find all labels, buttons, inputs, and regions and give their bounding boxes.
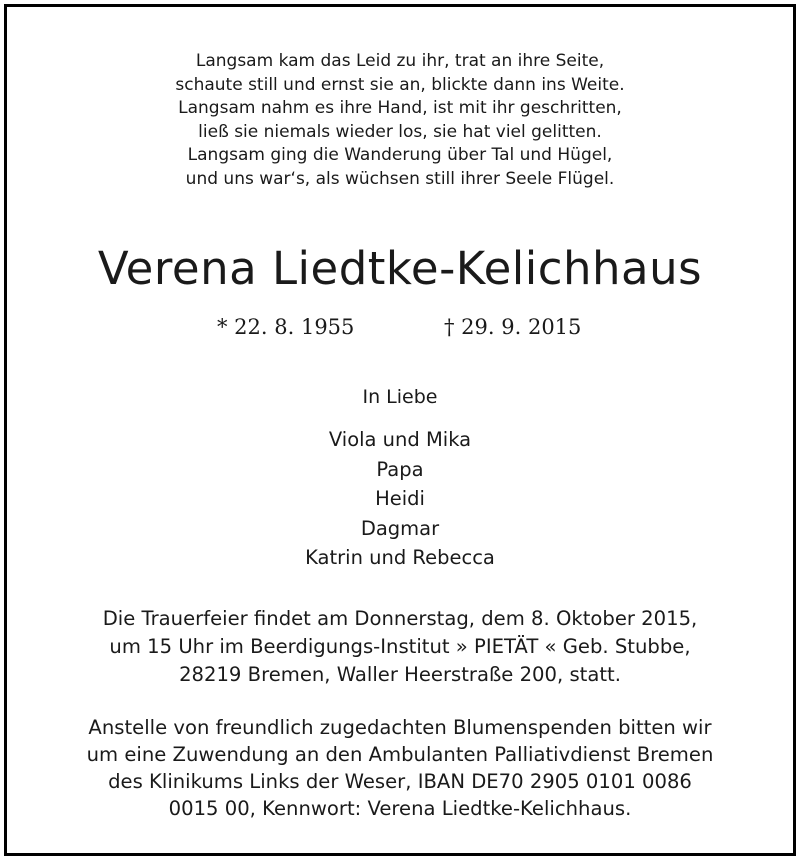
family-list — [7, 425, 793, 573]
family-member: Papa — [376, 457, 424, 481]
family-member: Dagmar — [360, 516, 440, 540]
donation-line: des Klinikums Links der Weser, IBAN DE70 2905 0101 0086 — [108, 770, 692, 793]
death-date: † 29. 9. 2015 — [444, 315, 582, 339]
poem-line: schaute still und ernst sie an, blickte dann ins Weite. — [175, 74, 625, 95]
poem-line: und uns war‘s, als wüchsen still ihrer Seele Flügel. — [185, 168, 615, 189]
family-member: Viola und Mika — [328, 428, 472, 451]
donation-line: Anstelle von freundlich zugedachten Blumenspenden bitten wir — [88, 716, 712, 739]
service-line: um 15 Uhr im Beerdigungs-Institut » PIETÄT « Geb. Stubbe, — [109, 635, 691, 658]
in-love-heading: In Liebe — [362, 386, 438, 408]
poem-line: Langsam nahm es ihre Hand, ist mit ihr geschritten, — [178, 98, 622, 119]
family-member: Heidi — [375, 487, 425, 510]
birth-date: * 22. 8. 1955 — [217, 315, 355, 339]
donation-line: um eine Zuwendung an den Ambulanten Palliativdienst Bremen — [86, 743, 714, 766]
poem-line: Langsam kam das Leid zu ihr, trat an ihre Seite, — [195, 51, 605, 71]
family-member: Katrin und Rebecca — [305, 546, 495, 569]
deceased-name: Verena Liedtke-Kelichhaus — [97, 242, 703, 295]
poem-line: Langsam ging die Wanderung über Tal und Hügel, — [187, 145, 613, 166]
poem-line: ließ sie niemals wieder los, sie hat viel gelitten. — [198, 121, 602, 142]
poem — [7, 50, 793, 192]
service-line: 28219 Bremen, Waller Heerstraße 200, statt. — [179, 663, 621, 686]
obituary-notice — [4, 4, 796, 856]
donation-line: 0015 00, Kennwort: Verena Liedtke-Kelichhaus. — [168, 797, 632, 820]
donation-info — [7, 714, 793, 822]
service-line: Die Trauerfeier findet am Donnerstag, dem 8. Oktober 2015, — [102, 607, 698, 630]
service-info — [7, 605, 793, 689]
